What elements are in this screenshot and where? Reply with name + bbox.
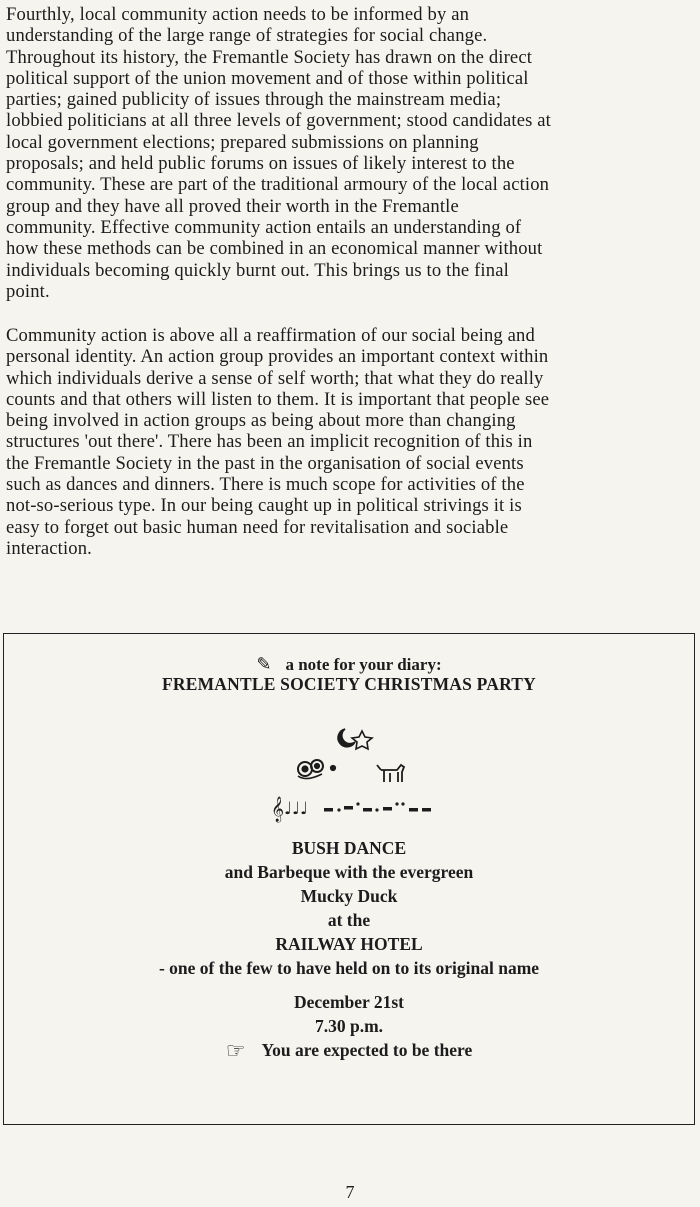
dog-icon [377,765,404,782]
event-datetime [4,990,694,1063]
pointing-hand-icon: ☞ [225,1038,246,1063]
dancers-icon [298,760,336,779]
moon-star-icon [338,729,372,749]
page-number: 7 [345,1182,355,1202]
event-line-bush-dance: BUSH DANCE [291,838,407,858]
event-date: December 21st [294,992,404,1012]
event-line-barbeque: and Barbeque with the evergreen [224,862,474,882]
music-notes-icon [271,796,431,822]
party-clipart [4,634,696,834]
paragraph-strategies: Fourthly, local community action needs to be informed by an understanding of the large range of strategies for social change. Throughout its history, the Fremantle Society has drawn on the direct political support of the union movement and of those within political parties; gained publicity of issues through the mainstream media; lobbied politicians at all three levels of government; stood candidates at local government elections; prepared submissions on planning proposals; and held public forums on issues of likely interest to the community. These are part of the traditional armoury of the local action group and they have all proved their worth in the Fremantle community. Effective community action entails an understanding of how these methods can be combined in an economical manner without individuals becoming quickly burnt out. This brings us to the final point. [6,4,551,302]
event-line-venue-note: - one of the few to have held on to its original name [158,958,540,978]
svg-text:𝄞: 𝄞 [271,797,285,822]
event-line-at: at the [327,910,371,930]
party-title: FREMANTLE SOCIETY CHRISTMAS PARTY [161,674,536,694]
event-line-venue: RAILWAY HOTEL [275,934,423,954]
paragraph-community-action: Community action is above all a reaffirmation of our social being and personal identity. An action group provides an important context within which individuals derive a sense of self worth; that what they do really counts and that others will listen to them. It is important that people see being involved in action groups as being about more than changing structures 'out there'. There has been an implicit recognition of this in the Fremantle Society in the past in the organisation of social events such as dances and dinners. There is much scope for activities of the not-so-serious type. In our being caught up in political strivings it is easy to forget out basic human need for revitalisation and sociable interaction. [6,325,550,559]
event-details [4,836,694,980]
expect-text: You are expected to be there [261,1040,473,1060]
party-notice-box [3,633,695,1125]
event-line-band: Mucky Duck [300,886,398,906]
svg-text:♩♩♩: ♩♩♩ [284,799,309,819]
event-time: 7.30 p.m. [314,1016,384,1036]
expect-line [4,1038,694,1063]
pen-icon: ✎ [256,654,272,674]
diary-label: a note for your diary: [285,655,442,674]
